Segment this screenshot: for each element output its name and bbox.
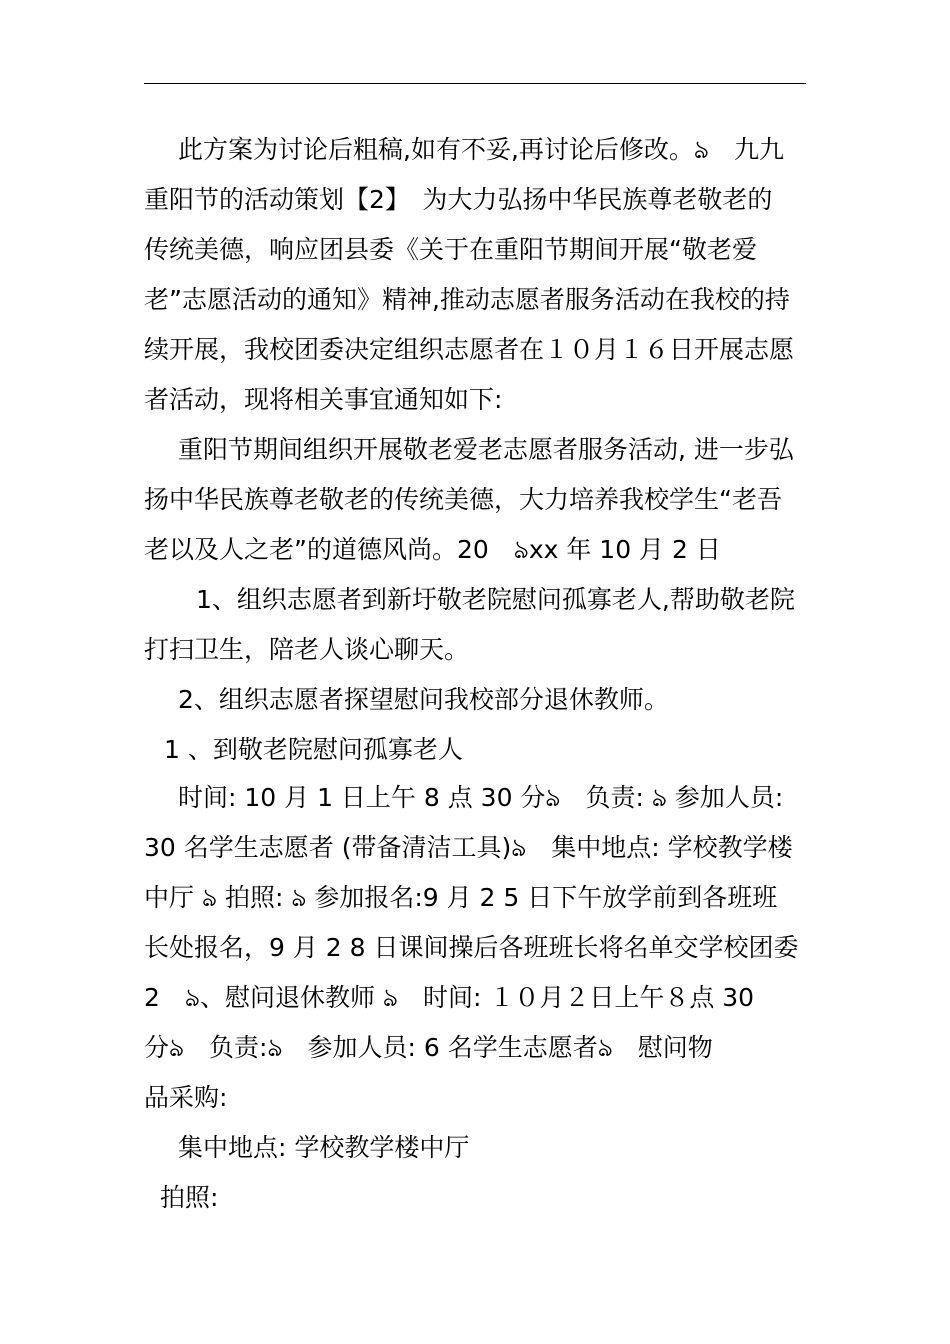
text-line-15: 30 名学生志愿者 (带备清洁工具)ঌ 集中地点: 学校教学楼 <box>144 833 793 862</box>
header-rule <box>144 83 806 84</box>
text-line-4: 老”志愿活动的通知》精神,推动志愿者服务活动在我校的持 <box>144 285 790 314</box>
text-line-1: 此方案为讨论后粗稿,如有不妥,再讨论后修改。ঌ 九九 <box>178 135 784 164</box>
text-line-7: 重阳节期间组织开展敬老爱老志愿者服务活动, 进一步弘 <box>178 435 794 464</box>
text-line-8: 扬中华民族尊老敬老的传统美德，大力培养我校学生“老吾 <box>144 485 782 514</box>
text-line-22: 拍照: <box>160 1183 219 1212</box>
text-line-17: 长处报名，9 月 2 8 日课间操后各班班长将名单交学校团委 <box>144 933 799 962</box>
text-line-21: 集中地点: 学校教学楼中厅 <box>178 1133 470 1162</box>
text-line-11: 打扫卫生，陪老人谈心聊天。 <box>144 635 470 664</box>
text-line-20: 品采购: <box>144 1083 228 1112</box>
text-line-5: 续开展，我校团委决定组织志愿者在１０月１６日开展志愿 <box>144 335 795 364</box>
text-line-12: 2、组织志愿者探望慰问我校部分退休教师。 <box>178 685 669 714</box>
text-line-2: 重阳节的活动策划【2】 为大力弘扬中华民族尊老敬老的 <box>144 185 773 214</box>
text-line-16: 中厅 ঌ 拍照: ঌ 参加报名:9 月 2 5 日下午放学前到各班班 <box>144 883 778 912</box>
text-line-14: 时间: 10 月 1 日上午 8 点 30 分ঌ 负责: ঌ 参加人员: <box>178 783 784 812</box>
text-line-18: 2 ঌ、慰问退休教师 ঌ 时间: １０月２日上午８点 30 <box>144 983 755 1012</box>
text-line-19: 分ঌ 负责:ঌ 参加人员: 6 名学生志愿者ঌ 慰问物 <box>144 1033 713 1062</box>
text-line-9: 老以及人之老”的道德风尚。20 ঌxx 年 10 月 2 日 <box>144 535 721 564</box>
text-line-3: 传统美德，响应团县委《关于在重阳节期间开展“敬老爱 <box>144 235 757 264</box>
text-line-10: 1、组织志愿者到新圩敬老院慰问孤寡老人,帮助敬老院 <box>196 585 795 614</box>
text-line-13: 1 、到敬老院慰问孤寡老人 <box>164 735 463 764</box>
text-line-6: 者活动，现将相关事宜通知如下: <box>144 385 503 414</box>
